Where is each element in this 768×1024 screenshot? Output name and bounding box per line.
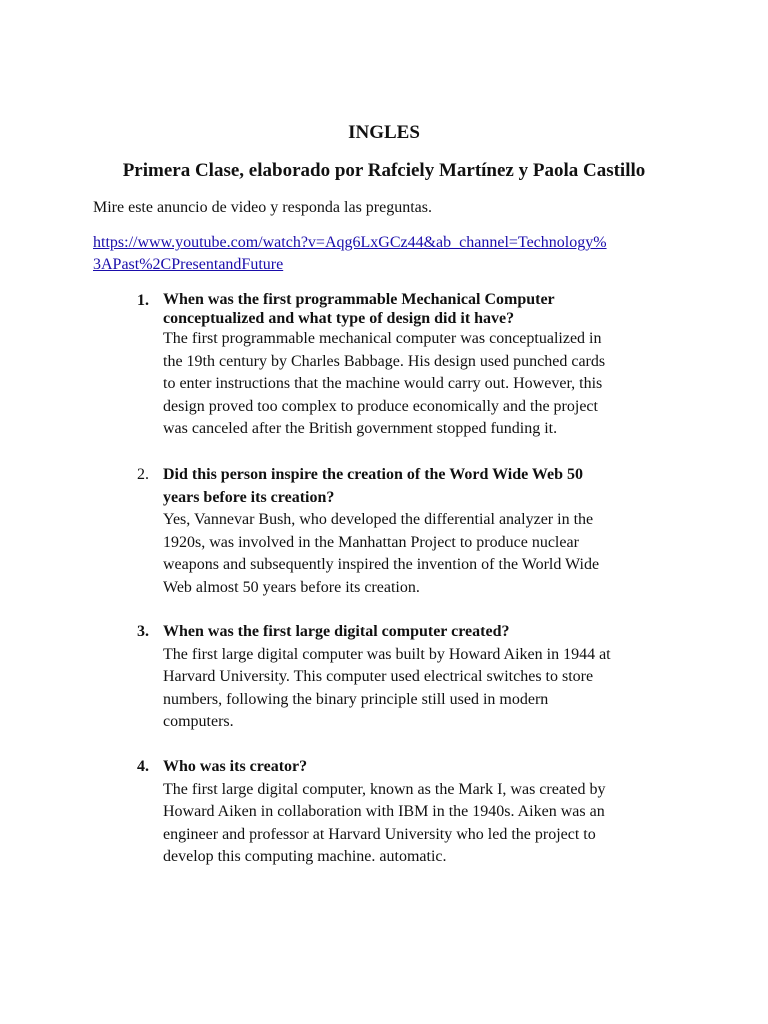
answer-line: was canceled after the British government stopped funding it. [163,420,558,437]
answer-line: design proved too complex to produce economically and the project [163,397,598,415]
answer-line: engineer and professor at Harvard University who led the project to [163,825,596,843]
answer-line: Yes, Vannevar Bush, who developed the differential analyzer in the [163,511,594,528]
question-item-3 [137,621,697,734]
answer-line: Web almost 50 years before its creation. [163,578,420,596]
question-number: 3. [137,623,149,640]
answer-text [163,509,697,599]
answer-line: The first programmable mechanical computer was conceptualized in [163,330,602,347]
question-line: years before its creation? [163,488,335,506]
question-text [163,464,697,509]
question-line: conceptualized and what type of design did it have? [163,310,515,327]
answer-line: develop this computing machine. automatic. [163,848,447,865]
answer-line: numbers, following the binary principle still used in modern [163,690,549,708]
question-line: When was the first programmable Mechanical Computer [163,291,555,308]
question-number: 4. [137,758,149,775]
question-number: 2. [137,466,149,483]
answer-line: The first large digital computer was built by Howard Aiken in 1944 at [163,645,611,663]
question-line: When was the first large digital computer created? [163,623,510,640]
question-line: Did this person inspire the creation of the Word Wide Web 50 [163,466,584,483]
question-item-2 [137,464,697,599]
answer-line: The first large digital computer, known as the Mark I, was created by [163,780,606,798]
question-text [163,290,697,328]
question-item-1 [137,290,697,441]
youtube-link[interactable] [93,232,693,276]
question-text [163,621,697,644]
answer-text [163,328,697,441]
answer-line: Harvard University. This computer used electrical switches to store [163,668,594,685]
question-text [163,756,697,779]
youtube-link-line-1[interactable]: https://www.youtube.com/watch?v=Aqg6LxGCz44&ab_channel=Technology% [93,234,607,251]
answer-text [163,779,697,869]
answer-text [163,644,697,734]
answer-line: 1920s, was involved in the Manhattan Project to produce nuclear [163,533,579,551]
youtube-link-line-2[interactable]: 3APast%2CPresentandFuture [93,256,284,273]
question-item-4 [137,756,697,869]
document-subtitle: Primera Clase, elaborado por Rafciely Martínez y Paola Castillo [122,160,646,181]
answer-line: weapons and subsequently inspired the invention of the World Wide [163,556,600,573]
question-number: 1. [137,292,149,309]
answer-line: computers. [163,713,234,730]
answer-line: Howard Aiken in collaboration with IBM in the 1940s. Aiken was an [163,803,605,820]
question-line: Who was its creator? [163,758,308,775]
document-title: INGLES [348,122,420,143]
answer-line: to enter instructions that the machine would carry out. However, this [163,375,603,392]
instructions-text: Mire este anuncio de video y responda las preguntas. [93,199,433,216]
answer-line: the 19th century by Charles Babbage. His design used punched cards [163,352,606,370]
